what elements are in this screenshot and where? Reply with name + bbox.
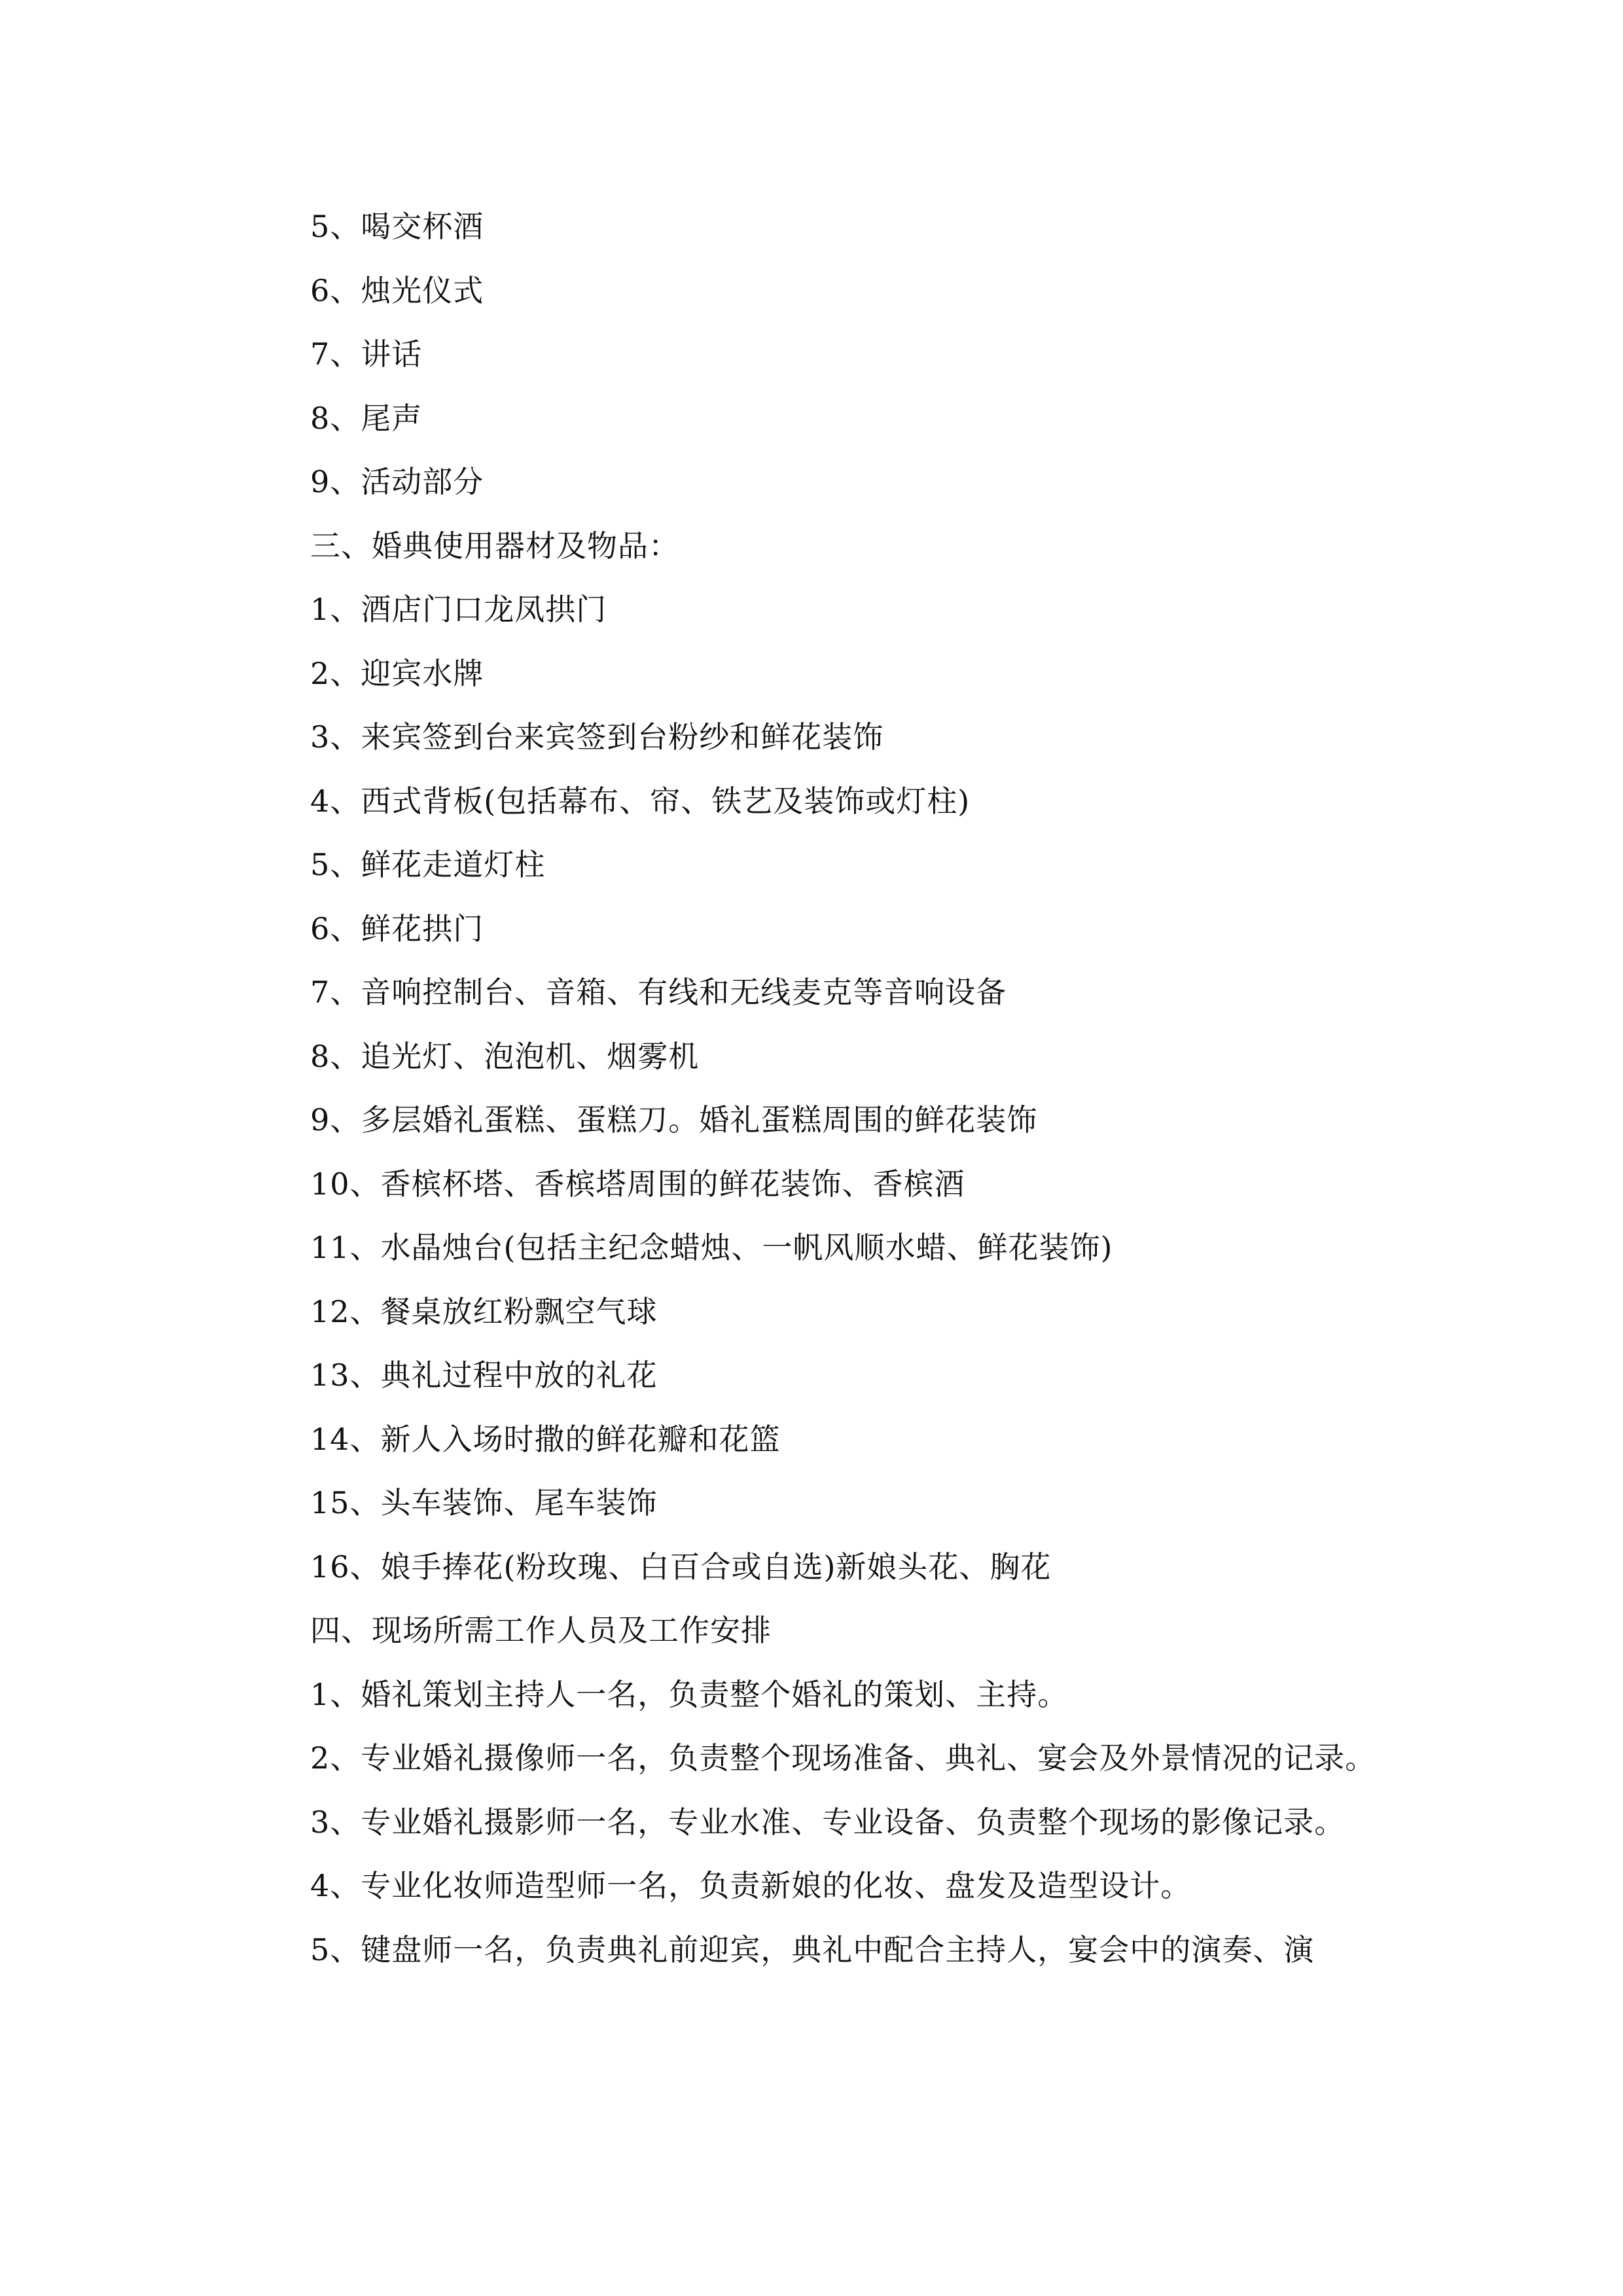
list-item: 8、追光灯、泡泡机、烟雾机 bbox=[310, 1038, 700, 1074]
list-item: 11、水晶烛台(包括主纪念蜡烛、一帆风顺水蜡、鲜花装饰) bbox=[310, 1230, 1113, 1265]
list-item: 14、新人入场时撒的鲜花瓣和花篮 bbox=[310, 1421, 781, 1457]
list-item: 2、专业婚礼摄像师一名，负责整个现场准备、典礼、宴会及外景情况的记录。 bbox=[310, 1740, 1376, 1776]
list-item: 7、讲话 bbox=[310, 336, 423, 372]
section-heading: 四、现场所需工作人员及工作安排 bbox=[310, 1613, 772, 1648]
list-item: 1、酒店门口龙凤拱门 bbox=[310, 592, 607, 627]
list-item: 5、鲜花走道灯柱 bbox=[310, 847, 546, 882]
list-item: 3、专业婚礼摄影师一名，专业水准、专业设备、负责整个现场的影像记录。 bbox=[310, 1804, 1346, 1840]
list-item: 4、西式背板(包括幕布、帘、铁艺及装饰或灯柱) bbox=[310, 783, 971, 819]
list-item: 5、喝交杯酒 bbox=[310, 209, 484, 244]
list-item: 9、活动部分 bbox=[310, 464, 484, 499]
list-item: 2、迎宾水牌 bbox=[310, 655, 484, 691]
list-item: 13、典礼过程中放的礼花 bbox=[310, 1357, 658, 1393]
list-item: 8、尾声 bbox=[310, 400, 423, 436]
section-heading: 三、婚典使用器材及物品： bbox=[310, 528, 679, 564]
list-item: 1、婚礼策划主持人一名，负责整个婚礼的策划、主持。 bbox=[310, 1676, 1069, 1712]
list-item: 5、键盘师一名，负责典礼前迎宾，典礼中配合主持人，宴会中的演奏、演 bbox=[310, 1931, 1315, 1967]
list-item: 7、音响控制台、音箱、有线和无线麦克等音响设备 bbox=[310, 975, 1007, 1010]
list-item: 15、头车装饰、尾车装饰 bbox=[310, 1485, 658, 1520]
list-item: 10、香槟杯塔、香槟塔周围的鲜花装饰、香槟酒 bbox=[310, 1166, 965, 1202]
list-item: 16、娘手捧花(粉玫瑰、白百合或自选)新娘头花、胸花 bbox=[310, 1549, 1052, 1585]
list-item: 4、专业化妆师造型师一名，负责新娘的化妆、盘发及造型设计。 bbox=[310, 1868, 1192, 1903]
list-item: 6、鲜花拱门 bbox=[310, 910, 484, 946]
list-item: 6、烛光仪式 bbox=[310, 272, 484, 308]
list-item: 12、餐桌放红粉飘空气球 bbox=[310, 1293, 658, 1329]
list-item: 9、多层婚礼蛋糕、蛋糕刀。婚礼蛋糕周围的鲜花装饰 bbox=[310, 1102, 1038, 1138]
list-item: 3、来宾签到台来宾签到台粉纱和鲜花装饰 bbox=[310, 719, 884, 755]
document-body bbox=[245, 195, 1397, 1982]
